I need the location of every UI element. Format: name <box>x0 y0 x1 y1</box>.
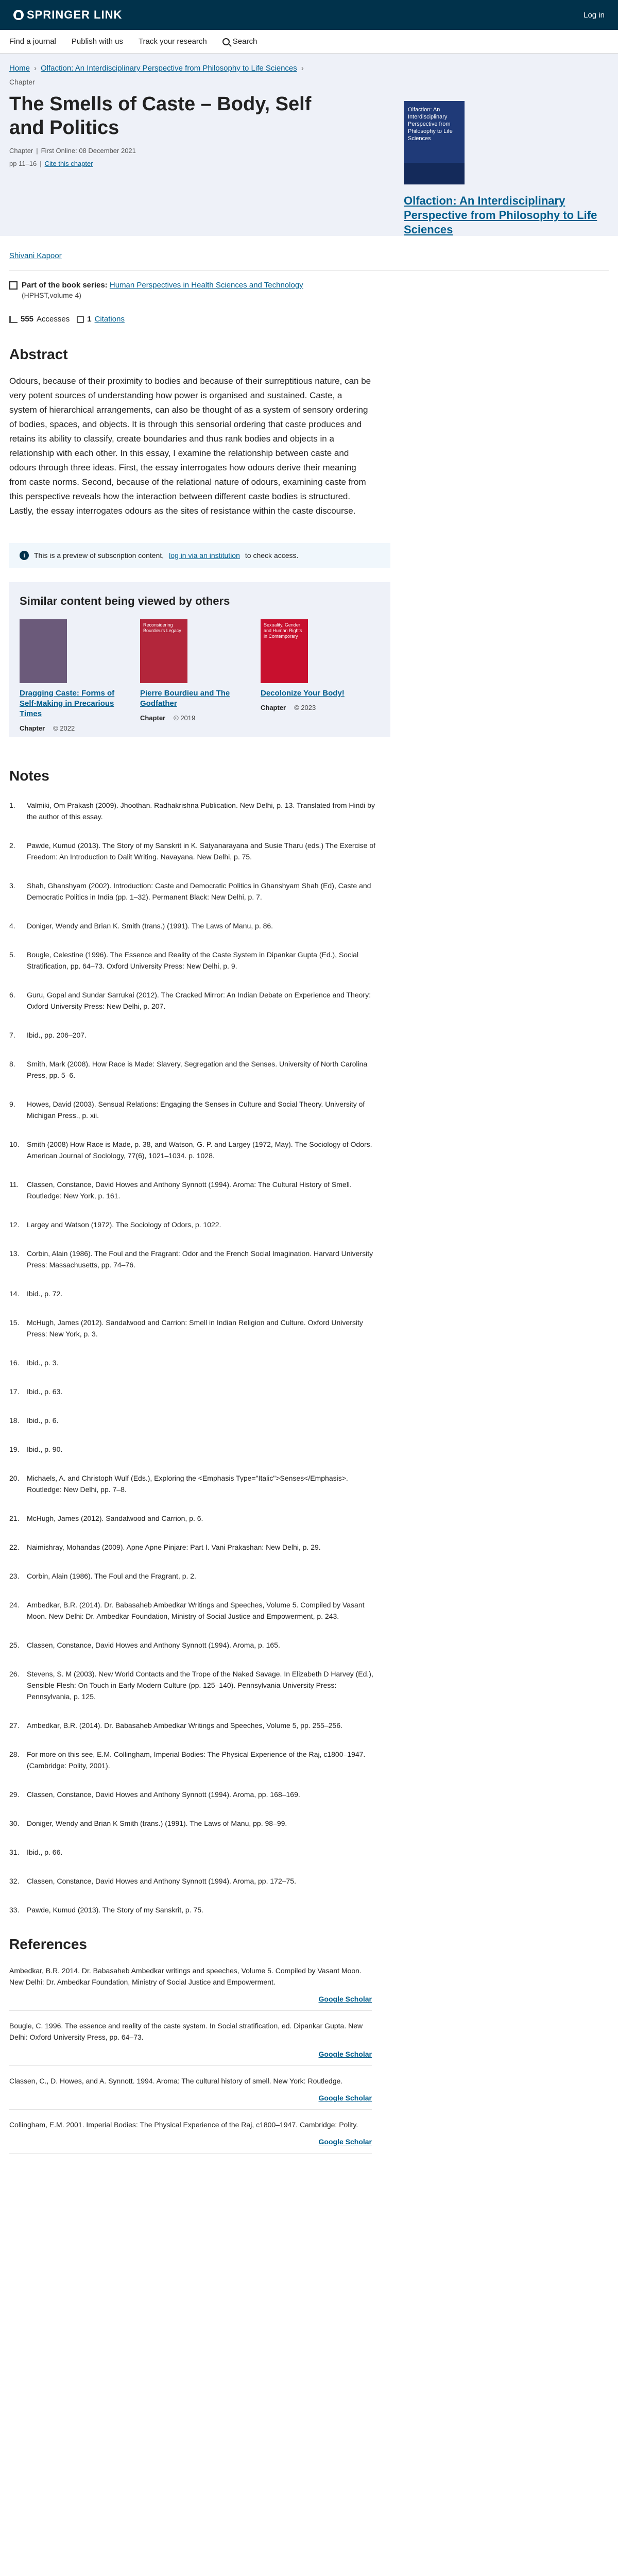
similar-meta <box>261 704 364 711</box>
reference-divider <box>9 2065 372 2066</box>
reference-item <box>9 2075 372 2110</box>
breadcrumb-home[interactable]: Home <box>9 64 30 73</box>
note-number: 16. <box>9 1359 20 1367</box>
note-text: Michaels, A. and Christoph Wulf (Eds.), Exploring the <Emphasis Type="Italic">Senses</Emphasis>. Routledge: New Delhi, pp. 7–8. <box>27 1474 348 1494</box>
note-number: 27. <box>9 1721 20 1730</box>
breadcrumb-book[interactable]: Olfaction: An Interdisciplinary Perspective from Philosophy to Life Sciences <box>41 64 297 73</box>
cover-band <box>404 163 465 184</box>
meta-divider: | <box>40 160 42 167</box>
similar-heading: Similar content being viewed by others <box>20 595 230 607</box>
similar-year: © 2022 <box>53 724 75 732</box>
series-link[interactable]: Human Perspectives in Health Sciences and Technology <box>109 281 303 290</box>
note-item <box>9 1444 382 1455</box>
note-item <box>9 949 382 972</box>
note-text: Ibid., pp. 206–207. <box>27 1031 87 1039</box>
meta-divider: | <box>36 147 38 155</box>
note-item <box>9 1415 382 1426</box>
note-number: 9. <box>9 1100 15 1108</box>
references-list <box>0 1965 381 2154</box>
note-number: 2. <box>9 841 15 850</box>
similar-card[interactable] <box>261 619 364 732</box>
note-text: Smith, Mark (2008). How Race is Made: Slavery, Segregation and the Senses. University of North Carolina Press, pp. 5–6. <box>27 1060 368 1079</box>
note-text: Pawde, Kumud (2013). The Story of my Sanskrit in K. Satyanarayana and Susie Tharu (eds.) The Exercise of Freedom: An Introduction to Dalit Writing. Navayana. New Delhi, p. 75. <box>27 841 376 861</box>
book-cover[interactable] <box>404 101 465 184</box>
metrics <box>0 315 618 324</box>
note-item <box>9 1639 382 1651</box>
note-number: 23. <box>9 1572 20 1580</box>
publish-link[interactable]: Publish with us <box>71 37 123 46</box>
accesses-metric <box>9 315 70 324</box>
note-item <box>9 1904 382 1916</box>
note-number: 24. <box>9 1601 20 1609</box>
similar-cover-text: Sexuality, Gender and Human Rights in Contemporary <box>264 622 302 639</box>
authors <box>0 251 618 261</box>
similar-meta <box>20 724 123 732</box>
note-item <box>9 1179 382 1201</box>
note-number: 22. <box>9 1543 20 1551</box>
cite-chapter-link[interactable]: Cite this chapter <box>44 160 93 167</box>
accesses-label: Accesses <box>37 315 70 324</box>
notes-list <box>0 800 391 1916</box>
note-number: 10. <box>9 1140 20 1148</box>
note-item <box>9 920 382 931</box>
chapter-header <box>0 54 618 236</box>
note-text: Corbin, Alain (1986). The Foul and the Fragrant: Odor and the French Social Imagination. Harvard University Press: Massachusetts, pp. 74–76. <box>27 1249 373 1269</box>
note-text: Shah, Ghanshyam (2002). Introduction: Caste and Democratic Politics in Ghanshyam Shah (Ed), Caste and Democratic Politics in India (pp. 1–32). Permanent Black: New Delhi, p. 7. <box>27 882 371 901</box>
note-number: 28. <box>9 1750 20 1758</box>
note-text: Valmiki, Om Prakash (2009). Jhoothan. Radhakrishna Publication. New Delhi, p. 13. Translated from Hindi by the author of this essay. <box>27 801 375 821</box>
track-research-link[interactable]: Track your research <box>138 37 207 46</box>
note-text: Ibid., p. 72. <box>27 1290 63 1298</box>
note-number: 12. <box>9 1221 20 1229</box>
top-bar <box>0 0 618 30</box>
book-info <box>404 101 610 237</box>
accesses-count: 555 <box>21 315 34 324</box>
note-text: Classen, Constance, David Howes and Anthony Synnott (1994). Aroma, pp. 172–75. <box>27 1877 296 1885</box>
breadcrumb <box>9 64 609 73</box>
similar-type: Chapter <box>261 704 286 711</box>
reference-divider <box>9 2109 372 2110</box>
note-item <box>9 1317 382 1340</box>
similar-title-link[interactable]: Dragging Caste: Forms of Self-Making in Precarious Times <box>20 689 115 718</box>
reference-item <box>9 1965 372 2011</box>
meta-type: Chapter <box>9 147 33 155</box>
note-number: 18. <box>9 1416 20 1425</box>
springer-link-logo[interactable] <box>13 8 122 22</box>
note-item <box>9 1513 382 1524</box>
similar-title-link[interactable]: Decolonize Your Body! <box>261 689 345 698</box>
cover-text: Olfaction: An Interdisciplinary Perspective from Philosophy to Life Sciences <box>408 107 453 142</box>
note-item <box>9 1472 382 1495</box>
note-text: Howes, David (2003). Sensual Relations: Engaging the Senses in Culture and Social Theory. University of Michigan Press., p. xii. <box>27 1100 365 1120</box>
google-scholar-link[interactable]: Google Scholar <box>318 1995 372 2003</box>
similar-type: Chapter <box>140 714 166 722</box>
search-button[interactable] <box>222 37 258 46</box>
reference-text: Collingham, E.M. 2001. Imperial Bodies: The Physical Experience of the Raj, c1800–1947. Cambridge: Polity. <box>9 2121 358 2129</box>
note-number: 31. <box>9 1848 20 1856</box>
abstract-text: Odours, because of their proximity to bodies and because of their surreptitious nature, can be very potent sources of understanding how power is organised and sustained. Caste, a system of hierarchical arrangements, can also be thought of as a system of sensory ordering of bodies, spaces, and objects. It is through this sensorial ordering that caste produces and retains its ability to classify, create boundaries and thus rank bodies and objects in a relationship with each other. In this essay, I examine the relationship between caste and odours through three ideas. First, the essay interrogates how odours derive their meaning from caste norms. Second, because of the relational nature of odours, examining caste from this perspective reveals how the interaction between different caste bodies is structured. Lastly, the essay interrogates odours as the sites of resistance within the caste discourse. <box>9 376 371 516</box>
note-item <box>9 800 382 822</box>
note-text: Stevens, S. M (2003). New World Contacts and the Trope of the Naked Savage. In Elizabeth D Harvey (Ed.), Sensible Flesh: On Touch in Early Modern Culture (pp. 125–140). Pennsylvania University Press: Pennsylvania, p. 125. <box>27 1670 373 1701</box>
book-series <box>0 280 618 291</box>
login-link[interactable]: Log in <box>583 10 605 20</box>
note-item <box>9 1875 382 1887</box>
similar-meta <box>140 714 243 722</box>
note-text: McHugh, James (2012). Sandalwood and Carrion, p. 6. <box>27 1514 203 1522</box>
note-text: Ibid., p. 3. <box>27 1359 59 1367</box>
reference-divider <box>9 2010 372 2011</box>
note-number: 15. <box>9 1318 20 1327</box>
note-number: 33. <box>9 1906 20 1914</box>
note-number: 8. <box>9 1060 15 1068</box>
note-number: 7. <box>9 1031 15 1039</box>
book-title-link[interactable]: Olfaction: An Interdisciplinary Perspective from Philosophy to Life Sciences <box>404 194 597 236</box>
main-nav <box>0 30 618 54</box>
book-series-icon <box>9 281 18 290</box>
note-item <box>9 1818 382 1829</box>
similar-year: © 2019 <box>174 714 196 722</box>
note-number: 21. <box>9 1514 20 1522</box>
note-item <box>9 1098 382 1121</box>
note-text: Ibid., p. 6. <box>27 1416 59 1425</box>
series-volume: (HPHST,volume 4) <box>22 291 81 299</box>
note-item <box>9 880 382 903</box>
note-text: Ambedkar, B.R. (2014). Dr. Babasaheb Ambedkar Writings and Speeches, Volume 5. Compiled by Vasant Moon. New Delhi: Dr. Ambedkar Foundation, Ministry of Social Justice and Empowerment, p. 243. <box>27 1601 365 1620</box>
note-item <box>9 1139 382 1161</box>
preview-end: to check access. <box>245 551 299 560</box>
note-text: Doniger, Wendy and Brian K Smith (trans.) (1991). The Laws of Manu, pp. 98–99. <box>27 1819 287 1827</box>
similar-content <box>9 582 390 737</box>
note-item <box>9 1720 382 1731</box>
similar-type: Chapter <box>20 724 45 732</box>
note-number: 32. <box>9 1877 20 1885</box>
author-link[interactable]: Shivani Kapoor <box>9 251 62 260</box>
note-text: Bougle, Celestine (1996). The Essence and Reality of the Caste System in Dipankar Gupta (Ed.), Social Stratification, pp. 64–73. Oxford University Press: New Delhi, p. 9. <box>27 951 359 970</box>
find-journal-link[interactable]: Find a journal <box>9 37 56 46</box>
similar-cover[interactable] <box>140 619 187 683</box>
note-item <box>9 1386 382 1397</box>
preview-text: This is a preview of subscription content, <box>34 551 164 560</box>
search-icon <box>222 38 230 45</box>
reference-text: Classen, C., D. Howes, and A. Synnott. 1994. Aroma: The cultural history of smell. New York: Routledge. <box>9 2077 343 2085</box>
similar-cards <box>20 619 380 732</box>
similar-title-link[interactable]: Pierre Bourdieu and The Godfather <box>140 689 230 708</box>
note-number: 11. <box>9 1180 19 1189</box>
note-text: Pawde, Kumud (2013). The Story of my Sanskrit, p. 75. <box>27 1906 203 1914</box>
note-item <box>9 1288 382 1299</box>
accesses-icon <box>9 316 18 323</box>
meta-pages: pp 11–16 <box>9 160 37 167</box>
note-item <box>9 840 382 862</box>
abstract-heading: Abstract <box>9 346 68 362</box>
note-number: 30. <box>9 1819 20 1827</box>
breadcrumb-separator: › <box>301 64 304 73</box>
similar-cover[interactable] <box>261 619 308 683</box>
logo-text: SPRINGER LINK <box>27 8 123 21</box>
info-icon: i <box>20 551 29 560</box>
note-number: 6. <box>9 991 15 999</box>
breadcrumb-separator: › <box>34 64 37 73</box>
similar-year: © 2023 <box>294 704 316 711</box>
note-text: Ibid., p. 63. <box>27 1387 63 1396</box>
notes-heading: Notes <box>9 768 49 784</box>
note-text: Classen, Constance, David Howes and Anthony Synnott (1994). Aroma: The Cultural History of Smell. Routledge: New York, p. 161. <box>27 1180 352 1200</box>
note-number: 3. <box>9 882 15 890</box>
citations-metric[interactable] <box>77 315 125 324</box>
note-number: 25. <box>9 1641 20 1649</box>
note-number: 17. <box>9 1387 20 1396</box>
references-heading: References <box>9 1936 87 1952</box>
series-prefix: Part of the book series: <box>22 281 108 290</box>
note-text: Ibid., p. 66. <box>27 1848 63 1856</box>
note-number: 1. <box>9 801 15 809</box>
google-scholar-link[interactable]: Google Scholar <box>318 2138 372 2146</box>
meta-first-online: First Online: 08 December 2021 <box>41 147 136 155</box>
content-type: Chapter <box>9 78 35 86</box>
citations-count: 1 <box>87 315 92 324</box>
note-text: Corbin, Alain (1986). The Foul and the Fragrant, p. 2. <box>27 1572 196 1580</box>
note-item <box>9 1357 382 1368</box>
note-text: McHugh, James (2012). Sandalwood and Carrion: Smell in Indian Religion and Culture. Oxford University Press: New York, p. 3. <box>27 1318 363 1338</box>
note-item <box>9 1668 382 1702</box>
note-item <box>9 1599 382 1622</box>
citations-label[interactable]: Citations <box>94 315 125 324</box>
note-number: 5. <box>9 951 15 959</box>
note-text: Largey and Watson (1972). The Sociology of Odors, p. 1022. <box>27 1221 221 1229</box>
note-text: Classen, Constance, David Howes and Anthony Synnott (1994). Aroma, pp. 168–169. <box>27 1790 300 1799</box>
note-number: 14. <box>9 1290 20 1298</box>
note-number: 19. <box>9 1445 20 1453</box>
reference-text: Bougle, C. 1996. The essence and reality of the caste system. In Social stratification, ed. Dipankar Gupta. New Delhi: Oxford University Press, pp. 64–73. <box>9 2022 363 2041</box>
reference-text: Ambedkar, B.R. 2014. Dr. Babasaheb Ambedkar writings and speeches, Volume 5. Compiled by Vasant Moon. New Delhi: Dr. Ambedkar Foundation, Ministry of Social Justice and Empowerment. <box>9 1967 362 1986</box>
reference-item <box>9 2020 372 2066</box>
similar-cover[interactable] <box>20 619 67 683</box>
reference-divider <box>9 2153 372 2154</box>
note-item <box>9 1058 382 1081</box>
note-text: Smith (2008) How Race is Made, p. 38, and Watson, G. P. and Largey (1972, May). The Sociology of Odors. American Journal of Sociology, 77(6), 1021–1034. p. 1028. <box>27 1140 372 1160</box>
citations-icon <box>77 316 84 323</box>
note-item <box>9 1541 382 1553</box>
note-item <box>9 1219 382 1230</box>
similar-card[interactable] <box>20 619 123 732</box>
google-scholar-link[interactable]: Google Scholar <box>318 2050 372 2058</box>
note-text: Classen, Constance, David Howes and Anthony Synnott (1994). Aroma, p. 165. <box>27 1641 280 1649</box>
note-text: Guru, Gopal and Sundar Sarrukai (2012). The Cracked Mirror: An Indian Debate on Experience and Theory: Oxford University Press: New Delhi, p. 207. <box>27 991 371 1010</box>
note-number: 13. <box>9 1249 20 1258</box>
note-item <box>9 1789 382 1800</box>
page-title: The Smells of Caste – Body, Self and Politics <box>9 93 312 139</box>
note-item <box>9 989 382 1012</box>
note-item <box>9 1029 382 1041</box>
springer-horse-icon <box>13 10 24 20</box>
note-item <box>9 1248 382 1270</box>
note-text: Ibid., p. 90. <box>27 1445 63 1453</box>
search-label: Search <box>232 37 258 46</box>
note-text: Ambedkar, B.R. (2014). Dr. Babasaheb Ambedkar Writings and Speeches, Volume 5, pp. 255–256. <box>27 1721 342 1730</box>
similar-card[interactable] <box>140 619 243 732</box>
google-scholar-link[interactable]: Google Scholar <box>318 2094 372 2102</box>
reference-item <box>9 2119 372 2154</box>
note-text: Doniger, Wendy and Brian K. Smith (trans.) (1991). The Laws of Manu, p. 86. <box>27 922 273 930</box>
institution-login-link[interactable]: log in via an institution <box>169 551 240 560</box>
note-text: For more on this see, E.M. Collingham, Imperial Bodies: The Physical Experience of the Raj, c1800–1947. (Cambridge: Polity, 2001). <box>27 1750 366 1770</box>
note-number: 26. <box>9 1670 20 1678</box>
note-number: 20. <box>9 1474 20 1482</box>
note-number: 29. <box>9 1790 20 1799</box>
similar-cover-text: Reconsidering Bourdieu's Legacy <box>143 622 181 633</box>
note-number: 4. <box>9 922 15 930</box>
subscription-notice <box>9 543 390 568</box>
note-item <box>9 1846 382 1858</box>
note-text: Naimishray, Mohandas (2009). Apne Apne Pinjare: Part I. Vani Prakashan: New Delhi, p. 29. <box>27 1543 321 1551</box>
note-item <box>9 1570 382 1582</box>
note-item <box>9 1749 382 1771</box>
